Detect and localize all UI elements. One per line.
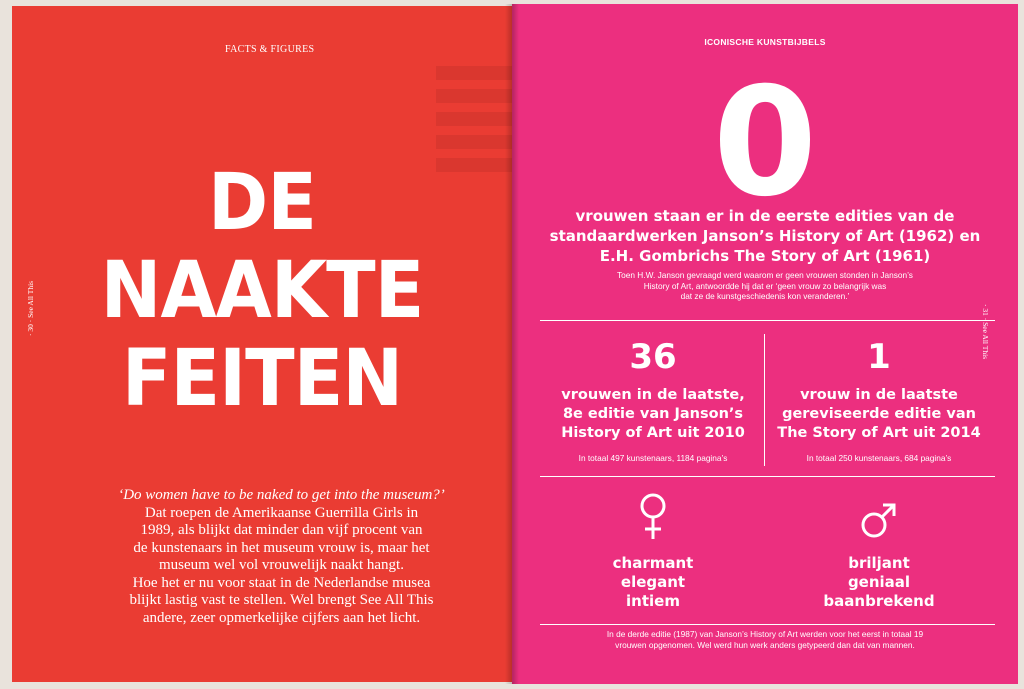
big-number-zero: 0 <box>712 56 818 230</box>
intro-line: andere, zeer opmerkelijke cijfers aan het licht. <box>142 609 421 626</box>
headline-sentence <box>512 206 1018 266</box>
divider-bottom <box>540 624 995 625</box>
trait-word: baanbrekend <box>823 592 935 610</box>
trait-word: briljant <box>848 554 910 572</box>
quote-line: dat ze de kunstgeschiedenis kon veranderen.’ <box>680 291 850 302</box>
section-kicker: FACTS & FIGURES <box>225 44 315 55</box>
spine-gutter <box>505 4 519 684</box>
right-page <box>512 4 1018 684</box>
janson-quote <box>512 270 1018 302</box>
stat-number-36: 36 <box>629 337 677 377</box>
stat-description-gombrich <box>766 386 992 443</box>
section-kicker-right: ICONISCHE KUNSTBIJBELS <box>704 37 826 47</box>
trait-word: intiem <box>626 592 680 610</box>
page-folio-left: · 30 · See All This <box>26 280 35 336</box>
stat-line: 8e editie van Janson’s <box>562 406 744 422</box>
headline-line: standaardwerken Janson’s History of Art (1962) en <box>549 227 981 245</box>
stat-description-janson <box>540 386 766 443</box>
intro-line: ‘Do women have to be naked to get into the museum?’ <box>118 487 445 503</box>
title-line-1: DE <box>208 158 316 248</box>
stat-line: History of Art uit 2010 <box>561 425 745 441</box>
stat-line: vrouw in de laatste <box>800 387 958 403</box>
female-traits <box>540 554 766 611</box>
intro-line: museum wel vol vrouwelijk naakt hangt. <box>159 557 404 573</box>
female-symbol-icon <box>540 491 766 543</box>
title-line-2: NAAKTE <box>100 246 424 336</box>
footer-note <box>512 629 1018 650</box>
stat-line: vrouwen in de laatste, <box>561 387 745 403</box>
intro-line: Dat roepen de Amerikaanse Guerrilla Girls in <box>144 504 419 521</box>
stat-line: gereviseerde editie van <box>782 406 976 422</box>
intro-paragraph <box>84 487 479 627</box>
male-symbol-icon <box>766 491 992 543</box>
stat-note-janson: In totaal 497 kunstenaars, 1184 pagina’s <box>578 453 728 463</box>
stat-number-1: 1 <box>867 337 891 377</box>
intro-line: de kunstenaars in het museum vrouw is, maar het <box>133 539 430 556</box>
stat-note-gombrich: In totaal 250 kunstenaars, 684 pagina’s <box>806 453 952 463</box>
quote-line: History of Art, antwoordde hij dat er ‘geen vrouw zo belangrijk was <box>643 280 887 291</box>
trait-word: charmant <box>612 554 694 572</box>
divider-top <box>540 320 995 321</box>
headline-line: vrouwen staan er in de eerste edities van de <box>575 207 955 225</box>
trait-word: geniaal <box>847 573 911 591</box>
intro-line: Hoe het er nu voor staat in de Nederlandse musea <box>132 574 431 591</box>
quote-line: Toen H.W. Janson gevraagd werd waarom er geen vrouwen stonden in Janson’s <box>617 270 913 280</box>
headline-line: E.H. Gombrichs The Story of Art (1961) <box>599 247 931 265</box>
male-traits <box>766 554 992 611</box>
page-folio-right: · 31 · See All This <box>981 304 990 360</box>
intro-line: blijkt lastig vast te stellen. Wel brengt See All This <box>129 592 434 608</box>
footer-line: vrouwen opgenomen. Wel werd hun werk anders getypeerd dan dat van mannen. <box>615 639 915 650</box>
left-page <box>12 6 512 682</box>
title-line-3: FEITEN <box>121 334 403 424</box>
footer-line: In de derde editie (1987) van Janson’s History of Art werden voor het eerst in totaal 19 <box>606 629 924 639</box>
intro-line: 1989, als blijkt dat minder dan vijf procent van <box>140 522 423 538</box>
stat-line: The Story of Art uit 2014 <box>777 425 981 441</box>
trait-word: elegant <box>620 573 686 591</box>
divider-middle <box>540 476 995 477</box>
